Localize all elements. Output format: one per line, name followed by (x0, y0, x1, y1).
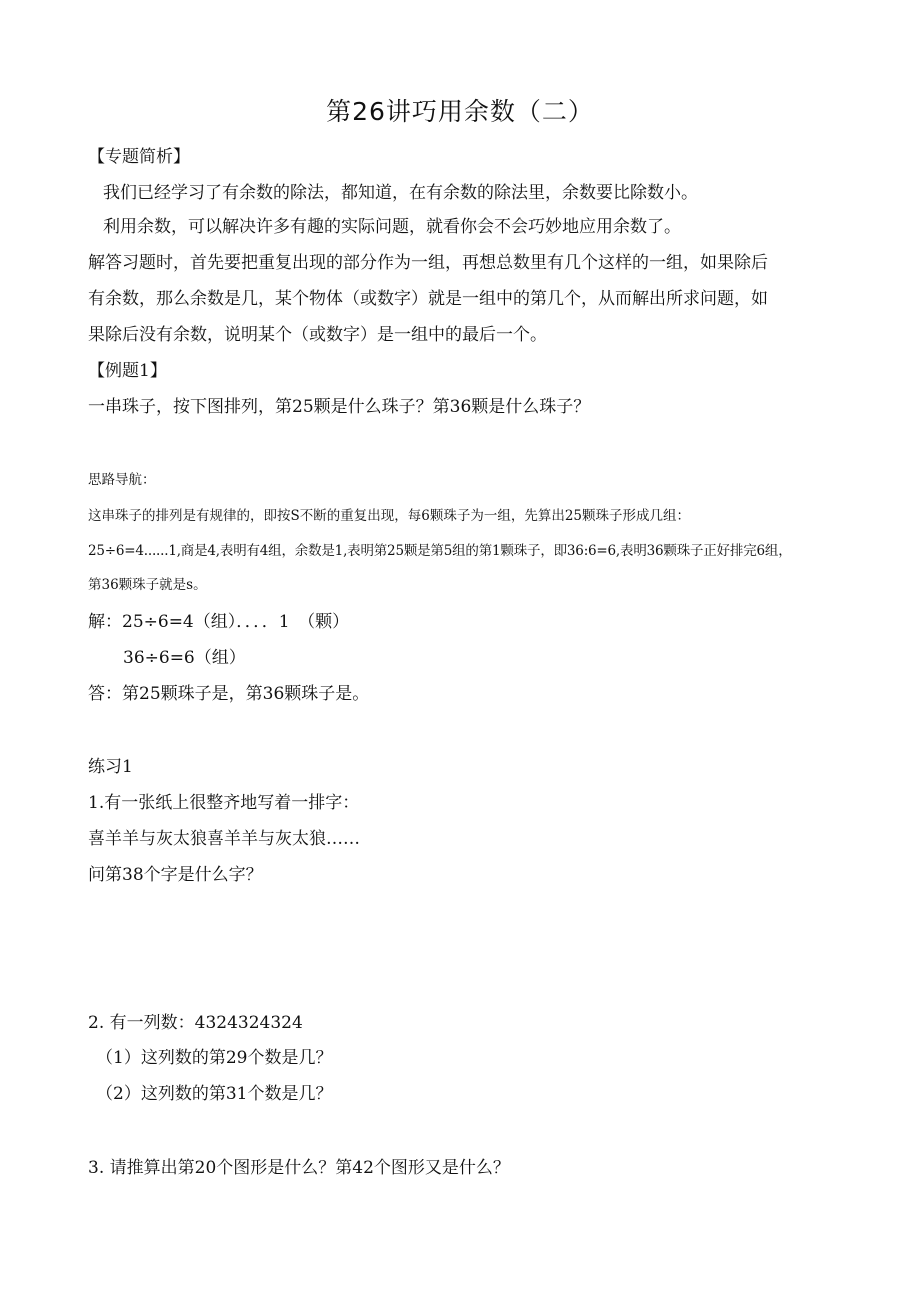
example1-hint-line-3: 第36颗珠子就是s。 (88, 577, 207, 593)
example1-solution-line-2: 36÷6=6（组） (123, 648, 246, 668)
example1-question: 一串珠子，按下图排列，第25颗是什么珠子？第36颗是什么珠子？ (88, 397, 591, 417)
practice1-q2-sub-1: （1）这列数的第29个数是几？ (96, 1048, 333, 1068)
practice1-q1-line-3: 问第38个字是什么字？ (88, 865, 263, 885)
practice1-q1-line-2: 喜羊羊与灰太狼喜羊羊与灰太狼…… (88, 829, 360, 849)
example1-hint-label: 思路导航： (88, 472, 156, 488)
example1-answer: 答：第25颗珠子是，第36颗珠子是。 (88, 684, 370, 704)
intro-heading: 【专题简析】 (88, 147, 190, 167)
intro-paragraph-3-line-2: 有余数，那么余数是几，某个物体（或数字）就是一组中的第几个，从而解出所求问题，如 (88, 289, 768, 309)
practice1-q2-line-1: 2. 有一列数：4324324324 (88, 1013, 303, 1033)
page-title: 第26讲巧用余数（二） (326, 97, 594, 126)
practice1-heading: 练习1 (88, 757, 133, 777)
practice1-q1-line-1: 1.有一张纸上很整齐地写着一排字： (88, 793, 360, 813)
example1-solution-line-1: 解：25÷6=4（组）．．．．1 （颗） (88, 612, 350, 632)
practice1-q2-sub-2: （2）这列数的第31个数是几？ (96, 1084, 333, 1104)
intro-paragraph-3-line-3: 果除后没有余数，说明某个（或数字）是一组中的最后一个。 (88, 325, 547, 345)
example1-hint-line-1: 这串珠子的排列是有规律的，即按S不断的重复出现，每6颗珠子为一组，先算出25颗珠子形成几组： (88, 508, 691, 524)
intro-paragraph-3-line-1: 解答习题时，首先要把重复出现的部分作为一组，再想总数里有几个这样的一组，如果除后 (88, 253, 768, 273)
example1-heading: 【例题1】 (88, 361, 167, 381)
intro-paragraph-1: 我们已经学习了有余数的除法，都知道，在有余数的除法里，余数要比除数小。 (103, 183, 698, 203)
example1-hint-line-2: 25÷6=4......1,商是4,表明有4组，余数是1,表明第25颗是第5组的第1颗珠子，即36:6=6,表明36颗珠子正好排完6组， (88, 543, 792, 559)
practice1-q3: 3. 请推算出第20个图形是什么？第42个图形又是什么？ (88, 1158, 510, 1178)
intro-paragraph-2: 利用余数，可以解决许多有趣的实际问题，就看你会不会巧妙地应用余数了。 (103, 217, 681, 237)
